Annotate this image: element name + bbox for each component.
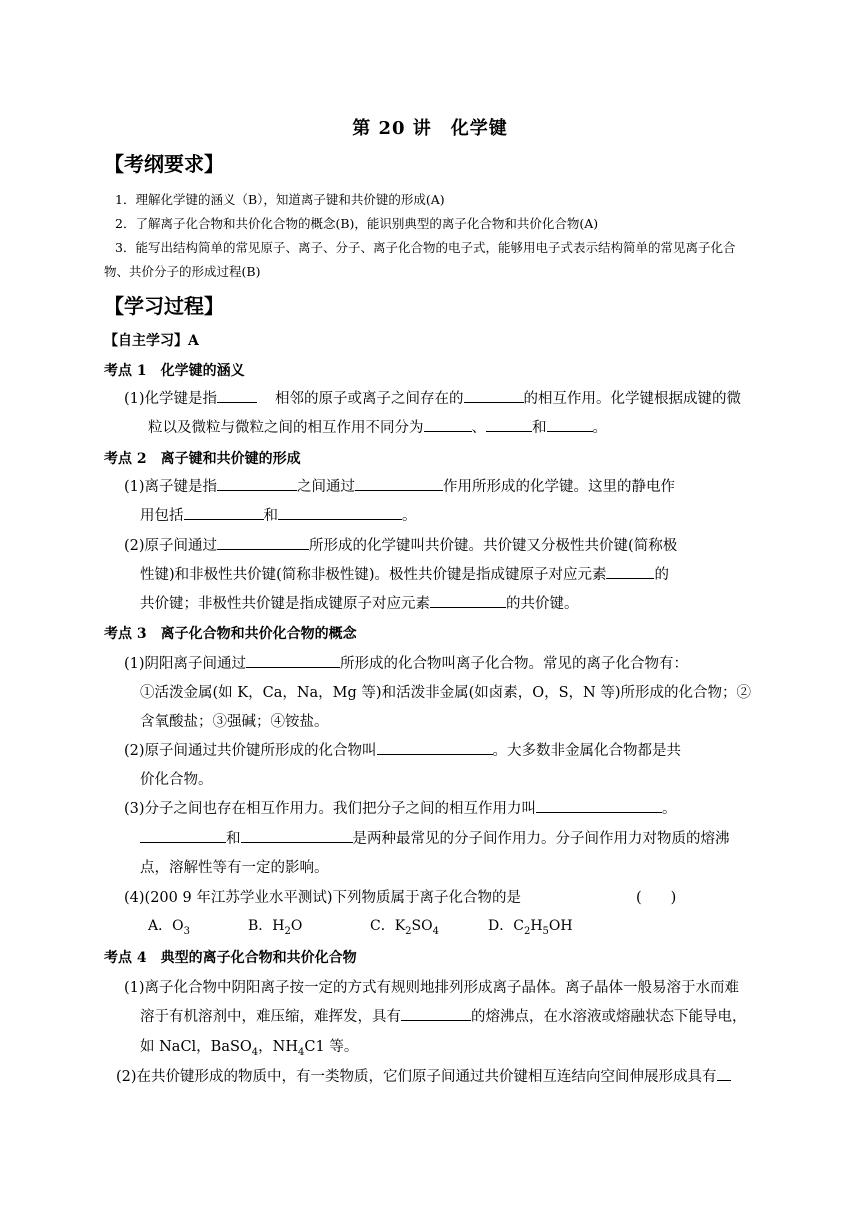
text: (1)阴阳离子间通过 bbox=[124, 656, 247, 673]
option-c[interactable] bbox=[370, 915, 439, 937]
subscript: 4 bbox=[298, 1046, 305, 1058]
topic-4-line-3 bbox=[140, 1035, 358, 1058]
subscript: 2 bbox=[523, 925, 531, 937]
topic-1-line-2 bbox=[148, 416, 607, 437]
fill-blank[interactable] bbox=[217, 534, 309, 550]
topic-3-line-1 bbox=[124, 652, 688, 673]
answer-bracket[interactable]: ( ) bbox=[636, 890, 677, 906]
topic-1-line-1 bbox=[124, 387, 741, 408]
subscript: 2 bbox=[284, 925, 291, 937]
fill-blank[interactable] bbox=[217, 475, 297, 491]
text: 和 bbox=[263, 508, 278, 525]
topic-3-line-8: 点，溶解性等有一定的影响。 bbox=[140, 860, 329, 876]
topic-2-line-4 bbox=[140, 563, 669, 584]
fill-blank[interactable] bbox=[377, 739, 493, 755]
text: 的 bbox=[654, 567, 669, 584]
text: (2)原子间通过 bbox=[124, 538, 218, 555]
topic-3-heading: 考点 3 离子化合物和共价化合物的概念 bbox=[104, 626, 357, 642]
text: 如 NaCl，BaSO bbox=[140, 1039, 252, 1055]
text: 作用所形成的化学键。这里的静电作 bbox=[443, 479, 676, 496]
text: 。 bbox=[402, 508, 417, 525]
text: 的熔沸点，在水溶液或熔融状态下能导电， bbox=[471, 1009, 747, 1026]
topic-2-line-1 bbox=[124, 475, 675, 496]
subscript: 5 bbox=[542, 925, 549, 937]
fill-blank[interactable] bbox=[217, 387, 257, 403]
text: (2)在共价键形成的物质中，有一类物质，它们原子间通过共价键相互连结向空间伸展形成具有 bbox=[116, 1069, 717, 1086]
text: 和 bbox=[226, 831, 241, 848]
fill-blank[interactable] bbox=[547, 416, 593, 432]
fill-blank[interactable] bbox=[717, 1065, 731, 1081]
text: C．K bbox=[370, 918, 406, 934]
topic-2-heading: 考点 2 离子键和共价键的形成 bbox=[104, 451, 301, 467]
text: 。 bbox=[592, 420, 607, 437]
lesson-title: 第 20 讲 化学键 bbox=[352, 118, 508, 139]
text: 和 bbox=[532, 420, 547, 437]
fill-blank[interactable] bbox=[355, 475, 443, 491]
topic-4-line-4 bbox=[116, 1065, 731, 1086]
option-a[interactable] bbox=[148, 915, 190, 937]
text: (2)原子间通过共价键所形成的化合物叫 bbox=[124, 743, 377, 760]
topic-3-line-4 bbox=[124, 739, 681, 760]
topic-4-line-1: (1)离子化合物中阴阳离子按一定的方式有规则地排列形成离子晶体。离子晶体一般易溶于水而难 bbox=[124, 980, 740, 996]
fill-blank[interactable] bbox=[246, 652, 340, 668]
text: 。大多数非金属化合物都是共 bbox=[492, 743, 682, 760]
subscript: 2 bbox=[405, 925, 412, 937]
requirement-1: 1．理解化学键的涵义（B），知道离子键和共价键的形成(A) bbox=[115, 192, 445, 207]
text: 用包括 bbox=[140, 508, 184, 525]
text: H bbox=[530, 918, 543, 934]
topic-3-line-5: 价化合物。 bbox=[140, 772, 213, 788]
requirement-2: 2．了解离子化合物和共价化合物的概念(B)，能识别典型的离子化合物和共价化合物(A) bbox=[115, 216, 599, 231]
subscript: 4 bbox=[432, 925, 439, 937]
text: 性键)和非极性共价键(简称非极性键)。极性共价键是指成键原子对应元素 bbox=[140, 567, 607, 584]
topic-4-heading: 考点 4 典型的离子化合物和共价化合物 bbox=[104, 950, 357, 966]
text: C1 等。 bbox=[304, 1039, 359, 1055]
text: 、 bbox=[471, 420, 486, 437]
topic-2-line-3 bbox=[124, 534, 677, 555]
fill-blank[interactable] bbox=[464, 387, 524, 403]
topic-3-line-6 bbox=[124, 797, 677, 818]
fill-blank[interactable] bbox=[606, 563, 654, 579]
fill-blank[interactable] bbox=[184, 504, 264, 520]
topic-2-line-2 bbox=[140, 504, 417, 525]
text: (3)分子之间也存在相互作用力。我们把分子之间的相互作用力叫 bbox=[124, 801, 537, 818]
text: 共价键；非极性共价键是指成键原子对应元素 bbox=[140, 596, 430, 613]
fill-blank[interactable] bbox=[401, 1005, 471, 1021]
topic-3-line-7 bbox=[140, 827, 730, 848]
fill-blank[interactable] bbox=[241, 827, 353, 843]
fill-blank[interactable] bbox=[430, 592, 506, 608]
text: 所形成的化学键叫共价键。共价键又分极性共价键(简称极 bbox=[309, 538, 678, 555]
text: SO bbox=[411, 918, 433, 934]
text: (1)离子键是指 bbox=[124, 479, 218, 496]
text: 溶于有机溶剂中，难压缩，难挥发，具有 bbox=[140, 1009, 401, 1026]
option-d[interactable] bbox=[488, 915, 573, 937]
subscript: 4 bbox=[251, 1046, 259, 1058]
requirement-3: 3．能写出结构简单的常见原子、离子、分子、离子化合物的电子式，能够用电子式表示结构简单的常见离子化合 bbox=[115, 240, 736, 255]
requirement-3-continued: 物、共价分子的形成过程(B) bbox=[104, 264, 261, 279]
fill-blank[interactable] bbox=[424, 416, 472, 432]
topic-1-heading: 考点 1 化学键的涵义 bbox=[104, 363, 245, 379]
text: OH bbox=[548, 918, 573, 934]
text: B．H bbox=[248, 918, 285, 934]
subscript: 3 bbox=[183, 925, 190, 937]
self-study-heading: 【自主学习】A bbox=[104, 333, 199, 349]
text: 粒以及微粒与微粒之间的相互作用不同分为 bbox=[148, 420, 424, 437]
fill-blank[interactable] bbox=[486, 416, 532, 432]
text: 的共价键。 bbox=[506, 596, 579, 613]
text: ，NH bbox=[258, 1039, 299, 1055]
topic-4-line-2 bbox=[140, 1005, 747, 1026]
text: A．O bbox=[148, 918, 184, 934]
option-b[interactable] bbox=[248, 915, 302, 937]
text: 所形成的化合物叫离子化合物。常见的离子化合物有： bbox=[340, 656, 689, 673]
topic-3-line-3: 含氧酸盐；③强碱；④铵盐。 bbox=[140, 714, 329, 730]
text: O bbox=[290, 918, 303, 934]
text: 是两种最常见的分子间作用力。分子间作用力对物质的熔沸 bbox=[352, 831, 730, 848]
text: 之间通过 bbox=[297, 479, 356, 496]
topic-3-question: (4)(200 9 年江苏学业水平测试)下列物质属于离子化合物的是 bbox=[124, 890, 521, 906]
section-heading-syllabus: 【考纲要求】 bbox=[104, 152, 224, 176]
section-heading-learning: 【学习过程】 bbox=[104, 294, 224, 318]
topic-2-line-5 bbox=[140, 592, 579, 613]
text: (1)化学键是指 bbox=[124, 391, 218, 408]
fill-blank[interactable] bbox=[278, 504, 402, 520]
text: 。 bbox=[662, 801, 677, 818]
fill-blank[interactable] bbox=[536, 797, 662, 813]
text: 相邻的原子或离子之间存在的 bbox=[275, 391, 464, 408]
text: 的相互作用。化学键根据成键的微 bbox=[523, 391, 742, 408]
fill-blank[interactable] bbox=[140, 827, 226, 843]
topic-3-line-2: ①活泼金属(如 K，Ca，Na，Mg 等)和活泼非金属(如卤素，O，S，N 等)所形成的化合物；② bbox=[140, 685, 751, 701]
text: D．C bbox=[488, 918, 524, 934]
